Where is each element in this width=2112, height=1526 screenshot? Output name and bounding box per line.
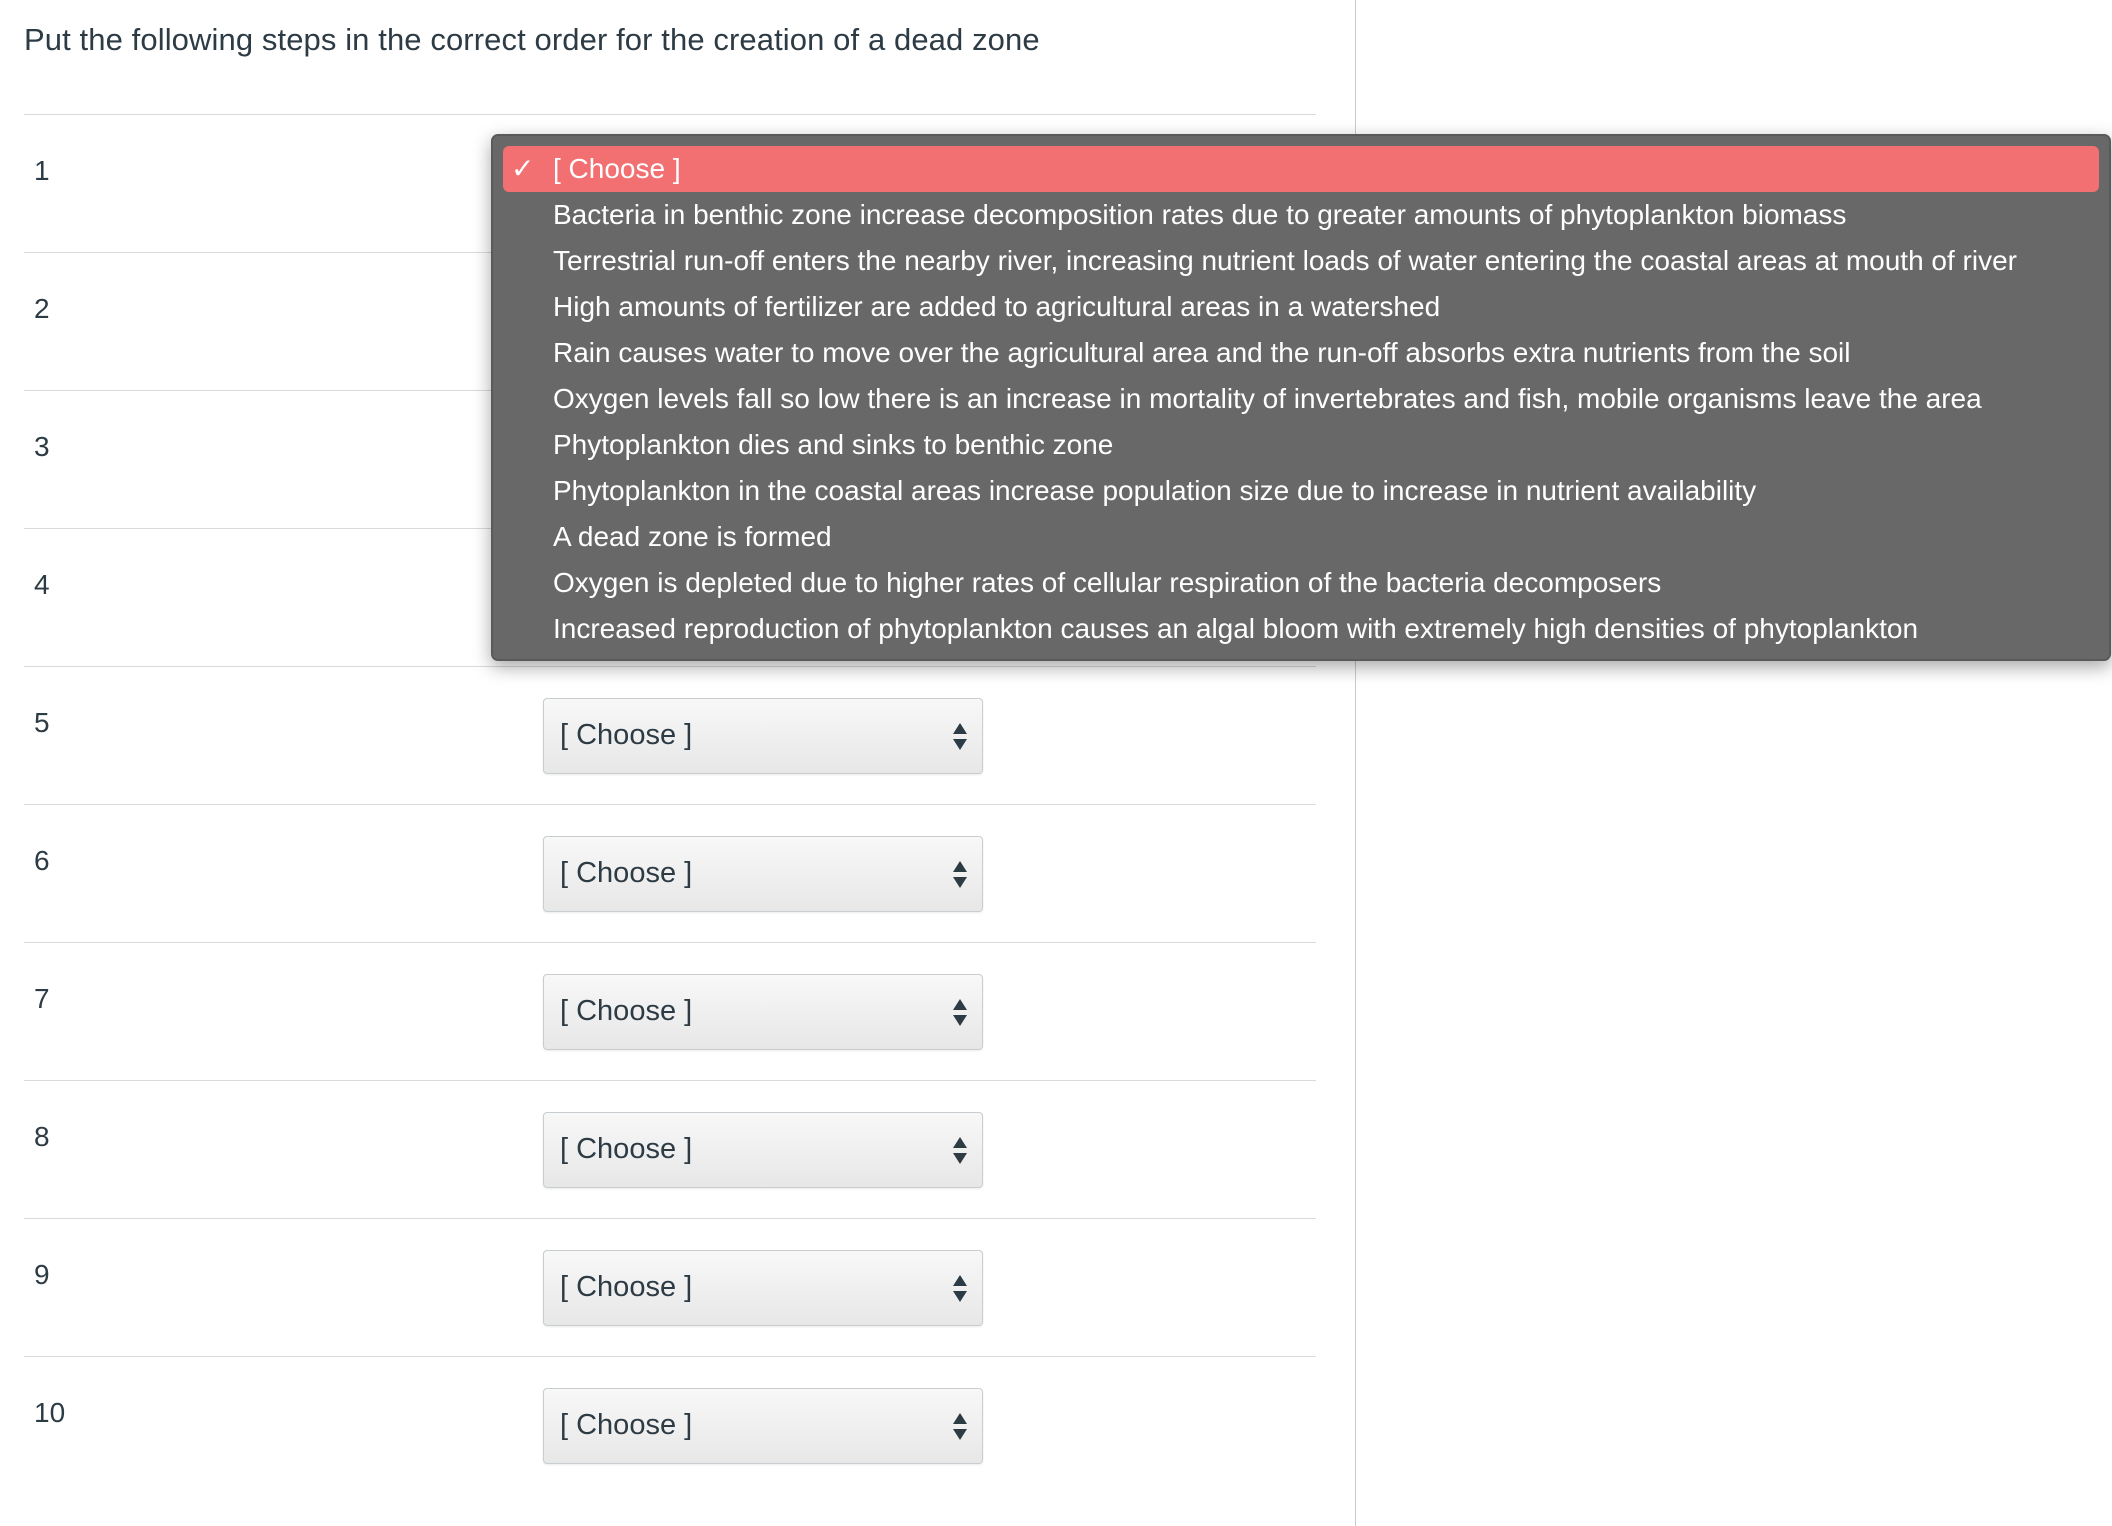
row-number: 7 <box>34 983 50 1014</box>
row-number: 3 <box>34 431 50 462</box>
answer-row-9 <box>24 1218 1316 1356</box>
select-value: [ Choose ] <box>560 857 693 889</box>
select-arrows-icon <box>952 721 968 753</box>
row-number: 8 <box>34 1121 50 1152</box>
step-dropdown-menu[interactable] <box>491 134 2111 661</box>
dropdown-option[interactable]: A dead zone is formed <box>553 521 832 552</box>
dropdown-option[interactable]: Phytoplankton dies and sinks to benthic zone <box>553 429 1114 460</box>
select-arrows-icon <box>952 997 968 1029</box>
select-value: [ Choose ] <box>560 1133 693 1165</box>
step-select-8[interactable] <box>543 1112 983 1188</box>
question-text: Put the following steps in the correct order for the creation of a dead zone <box>24 22 1040 57</box>
select-arrows-icon <box>952 859 968 891</box>
answer-row-10 <box>24 1356 1316 1494</box>
row-number: 6 <box>34 845 50 876</box>
dropdown-option[interactable]: Rain causes water to move over the agricultural area and the run-off absorbs extra nutrients from the soil <box>553 337 1851 368</box>
dropdown-option[interactable]: Increased reproduction of phytoplankton causes an algal bloom with extremely high densities of phytoplankton <box>553 613 1919 644</box>
select-arrows-icon <box>952 1411 968 1443</box>
dropdown-option-label: [ Choose ] <box>553 153 681 184</box>
step-select-7[interactable] <box>543 974 983 1050</box>
step-select-9[interactable] <box>543 1250 983 1326</box>
answer-row-5 <box>24 666 1316 804</box>
answer-row-8 <box>24 1080 1316 1218</box>
row-number: 2 <box>34 293 50 324</box>
dropdown-option[interactable]: Oxygen levels fall so low there is an increase in mortality of invertebrates and fish, mobile organisms leave the area <box>553 383 1982 414</box>
dropdown-option[interactable]: Terrestrial run-off enters the nearby river, increasing nutrient loads of water entering the coastal areas at mouth of river <box>553 245 2017 276</box>
row-number: 1 <box>34 155 50 186</box>
dropdown-option[interactable]: Bacteria in benthic zone increase decomposition rates due to greater amounts of phytoplankton biomass <box>553 199 1847 230</box>
dropdown-option[interactable]: Phytoplankton in the coastal areas increase population size due to increase in nutrient availability <box>553 475 1757 506</box>
select-value: [ Choose ] <box>560 1409 693 1441</box>
row-number: 5 <box>34 707 50 738</box>
dropdown-option[interactable]: High amounts of fertilizer are added to agricultural areas in a watershed <box>553 291 1441 322</box>
step-select-6[interactable] <box>543 836 983 912</box>
select-value: [ Choose ] <box>560 995 693 1027</box>
select-value: [ Choose ] <box>560 719 693 751</box>
check-icon: ✓ <box>511 153 535 184</box>
row-number: 10 <box>34 1397 66 1428</box>
select-arrows-icon <box>952 1135 968 1167</box>
select-value: [ Choose ] <box>560 1271 693 1303</box>
row-number: 4 <box>34 569 50 600</box>
answer-row-6 <box>24 804 1316 942</box>
dropdown-option[interactable]: Oxygen is depleted due to higher rates of cellular respiration of the bacteria decomposers <box>553 567 1662 598</box>
step-select-5[interactable] <box>543 698 983 774</box>
row-number: 9 <box>34 1259 50 1290</box>
step-select-10[interactable] <box>543 1388 983 1464</box>
select-arrows-icon <box>952 1273 968 1305</box>
answer-row-7 <box>24 942 1316 1080</box>
dropdown-option-choose[interactable] <box>503 146 2099 192</box>
